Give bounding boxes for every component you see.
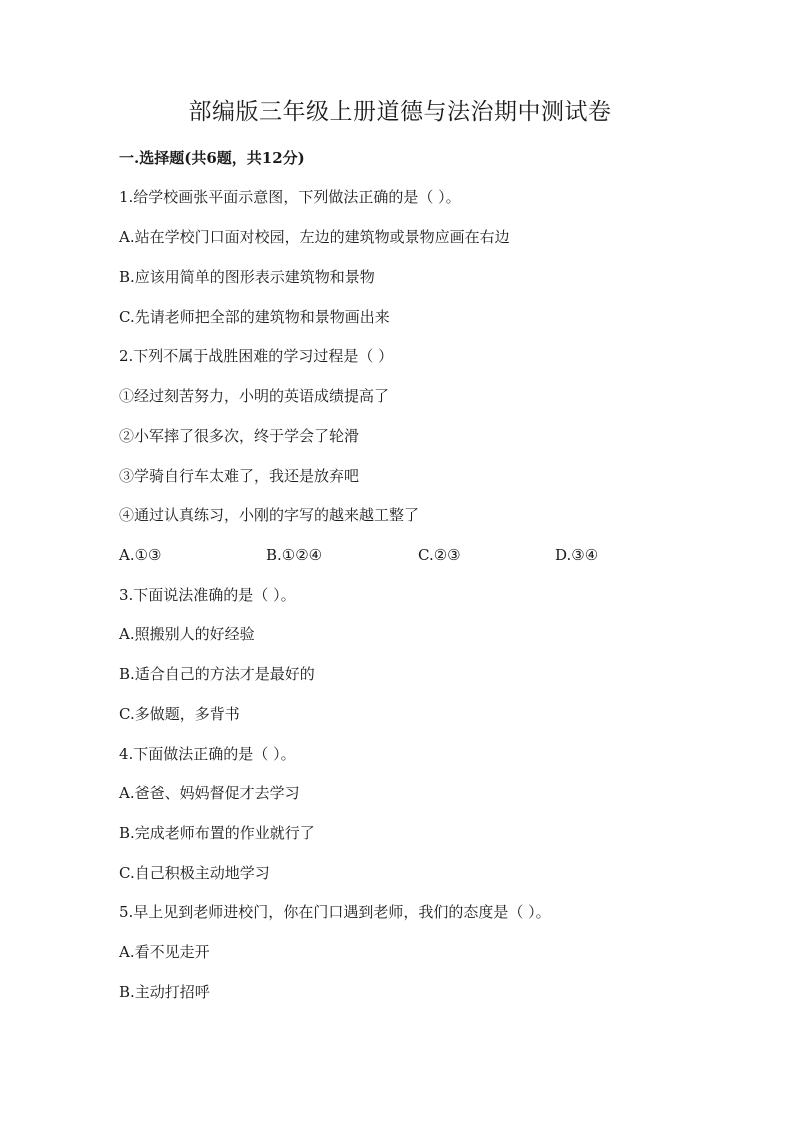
question-4-option-c: C.自己积极主动地学习: [119, 864, 270, 882]
question-2-statement-2: ②小军摔了很多次，终于学会了轮滑: [119, 427, 360, 445]
question-3-stem: 3.下面说法准确的是（ ）。: [119, 586, 296, 604]
question-2-statement-1: ①经过刻苦努力，小明的英语成绩提高了: [119, 387, 390, 405]
question-2-statement-3: ③学骑自行车太难了，我还是放弃吧: [119, 467, 360, 485]
question-5-option-b: B.主动打招呼: [119, 983, 210, 1001]
question-2-stem: 2.下列不属于战胜困难的学习过程是（ ）: [119, 347, 394, 365]
question-2-option-b: B.①②④: [266, 546, 323, 564]
question-3-option-b: B.适合自己的方法才是最好的: [119, 665, 315, 683]
question-1-stem: 1.给学校画张平面示意图，下列做法正确的是（ ）。: [119, 188, 461, 206]
question-5-stem: 5.早上见到老师进校门，你在门口遇到老师，我们的态度是（ ）。: [119, 903, 551, 921]
question-2-option-d: D.③④: [555, 546, 599, 564]
exam-title: 部编版三年级上册道德与法治期中测试卷: [188, 99, 612, 125]
question-2-options-row: [119, 543, 739, 567]
question-1-option-b: B.应该用简单的图形表示建筑物和景物: [119, 268, 375, 286]
question-2-option-a: A.①③: [119, 546, 162, 564]
question-5-option-a: A.看不见走开: [119, 943, 210, 961]
question-4-option-a: A.爸爸、妈妈督促才去学习: [119, 784, 300, 802]
question-4-option-b: B.完成老师布置的作业就行了: [119, 824, 315, 842]
question-1-option-a: A.站在学校门口面对校园，左边的建筑物或景物应画在右边: [119, 228, 510, 246]
question-2-statement-4: ④通过认真练习，小刚的字写的越来越工整了: [119, 506, 420, 524]
question-4-stem: 4.下面做法正确的是（ ）。: [119, 745, 296, 763]
question-2-option-c: C.②③: [418, 546, 461, 564]
question-3-option-c: C.多做题，多背书: [119, 705, 240, 723]
question-1-option-c: C.先请老师把全部的建筑物和景物画出来: [119, 308, 390, 326]
section-heading: 一.选择题(共6题，共12分): [119, 149, 305, 167]
question-3-option-a: A.照搬别人的好经验: [119, 625, 255, 643]
